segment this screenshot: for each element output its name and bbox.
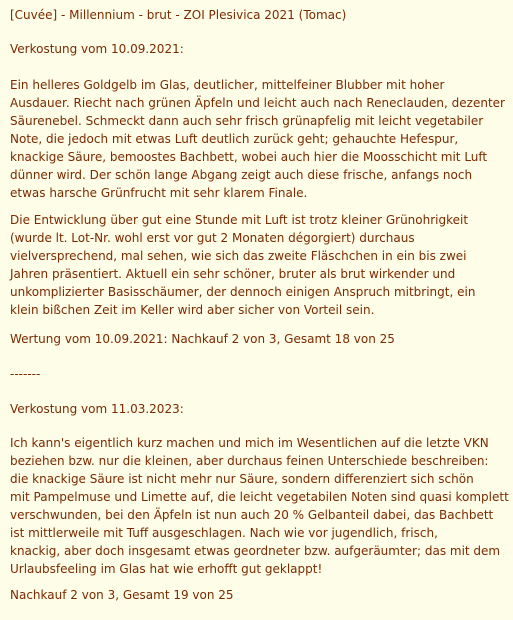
- note-line: verschwunden, bei den Äpfeln ist nun auch 20 % Gelbanteil dabei, das Bachbett: [10, 508, 494, 522]
- note-line: mit Pampelmuse und Limette auf, die leicht vegetabilen Noten sind quasi komplett: [10, 490, 509, 504]
- note-line: knackige Säure, bemoostes Bachbett, wobei auch hier die Moosschicht mit Luft: [10, 150, 488, 164]
- note-line: dünner wird. Der schön lange Abgang zeigt auch diese frische, anfangs noch: [10, 168, 473, 182]
- note-line: knackig, aber doch insgesamt etwas geordneter bzw. aufgeräumter; das mit dem: [10, 544, 501, 558]
- tasting-heading-2021: Verkostung vom 10.09.2021:: [10, 42, 184, 56]
- note-line: Jahren präsentiert. Aktuell ein sehr schöner, bruter als brut wirkender und: [10, 267, 456, 281]
- note-line: die knackige Säure ist nicht mehr nur Säure, sondern differenziert sich schön: [10, 472, 474, 486]
- note-line: beziehen bzw. nur die kleinen, aber durchaus feinen Unterschiede beschreiben:: [10, 454, 489, 468]
- note-line: (wurde lt. Lot-Nr. wohl erst vor gut 2 Monaten dégorgiert) durchaus: [10, 231, 415, 245]
- note-line: Die Entwicklung über gut eine Stunde mit Luft ist trotz kleiner Grünohrigkeit: [10, 213, 469, 227]
- tasting-heading-2023: Verkostung vom 11.03.2023:: [10, 402, 184, 416]
- note-line: Säurenebel. Schmeckt dann auch sehr frisch grünapfelig mit leicht vegetabiler: [10, 114, 484, 128]
- note-line: unkomplizierter Basisschäumer, der dennoch einigen Anspruch mitbringt, ein: [10, 285, 476, 299]
- note-line: etwas harsche Grünfrucht mit sehr klarem Finale.: [10, 186, 308, 200]
- note-line: Ausdauer. Riecht nach grünen Äpfeln und leicht auch nach Reneclauden, dezenter: [10, 96, 505, 110]
- note-line: Ich kann's eigentlich kurz machen und mich im Wesentlichen auf die letzte VKN: [10, 436, 489, 450]
- note-line: Ein helleres Goldgelb im Glas, deutlicher, mittelfeiner Blubber mit hoher: [10, 78, 445, 92]
- note-line: ist mittlerweile mit Tuff ausgeschlagen. Nach wie vor jugendlich, frisch,: [10, 526, 438, 540]
- note-line: klein bißchen Zeit im Keller wird aber sicher von Vorteil sein.: [10, 303, 375, 317]
- note-line: vielversprechend, mal sehen, wie sich das zweite Fläschchen in ein bis zwei: [10, 249, 467, 263]
- wine-title: [Cuvée] - Millennium - brut - ZOI Plesivica 2021 (Tomac): [10, 8, 347, 22]
- note-line: Urlaubsfeeling im Glas hat wie erhofft gut geklappt!: [10, 562, 323, 576]
- note-line: Note, die jedoch mit etwas Luft deutlich zurück geht; gehauchte Hefespur,: [10, 132, 459, 146]
- rating-2021: Wertung vom 10.09.2021: Nachkauf 2 von 3, Gesamt 18 von 25: [10, 332, 395, 346]
- rating-2023: Nachkauf 2 von 3, Gesamt 19 von 25: [10, 588, 234, 602]
- separator: -------: [10, 367, 41, 381]
